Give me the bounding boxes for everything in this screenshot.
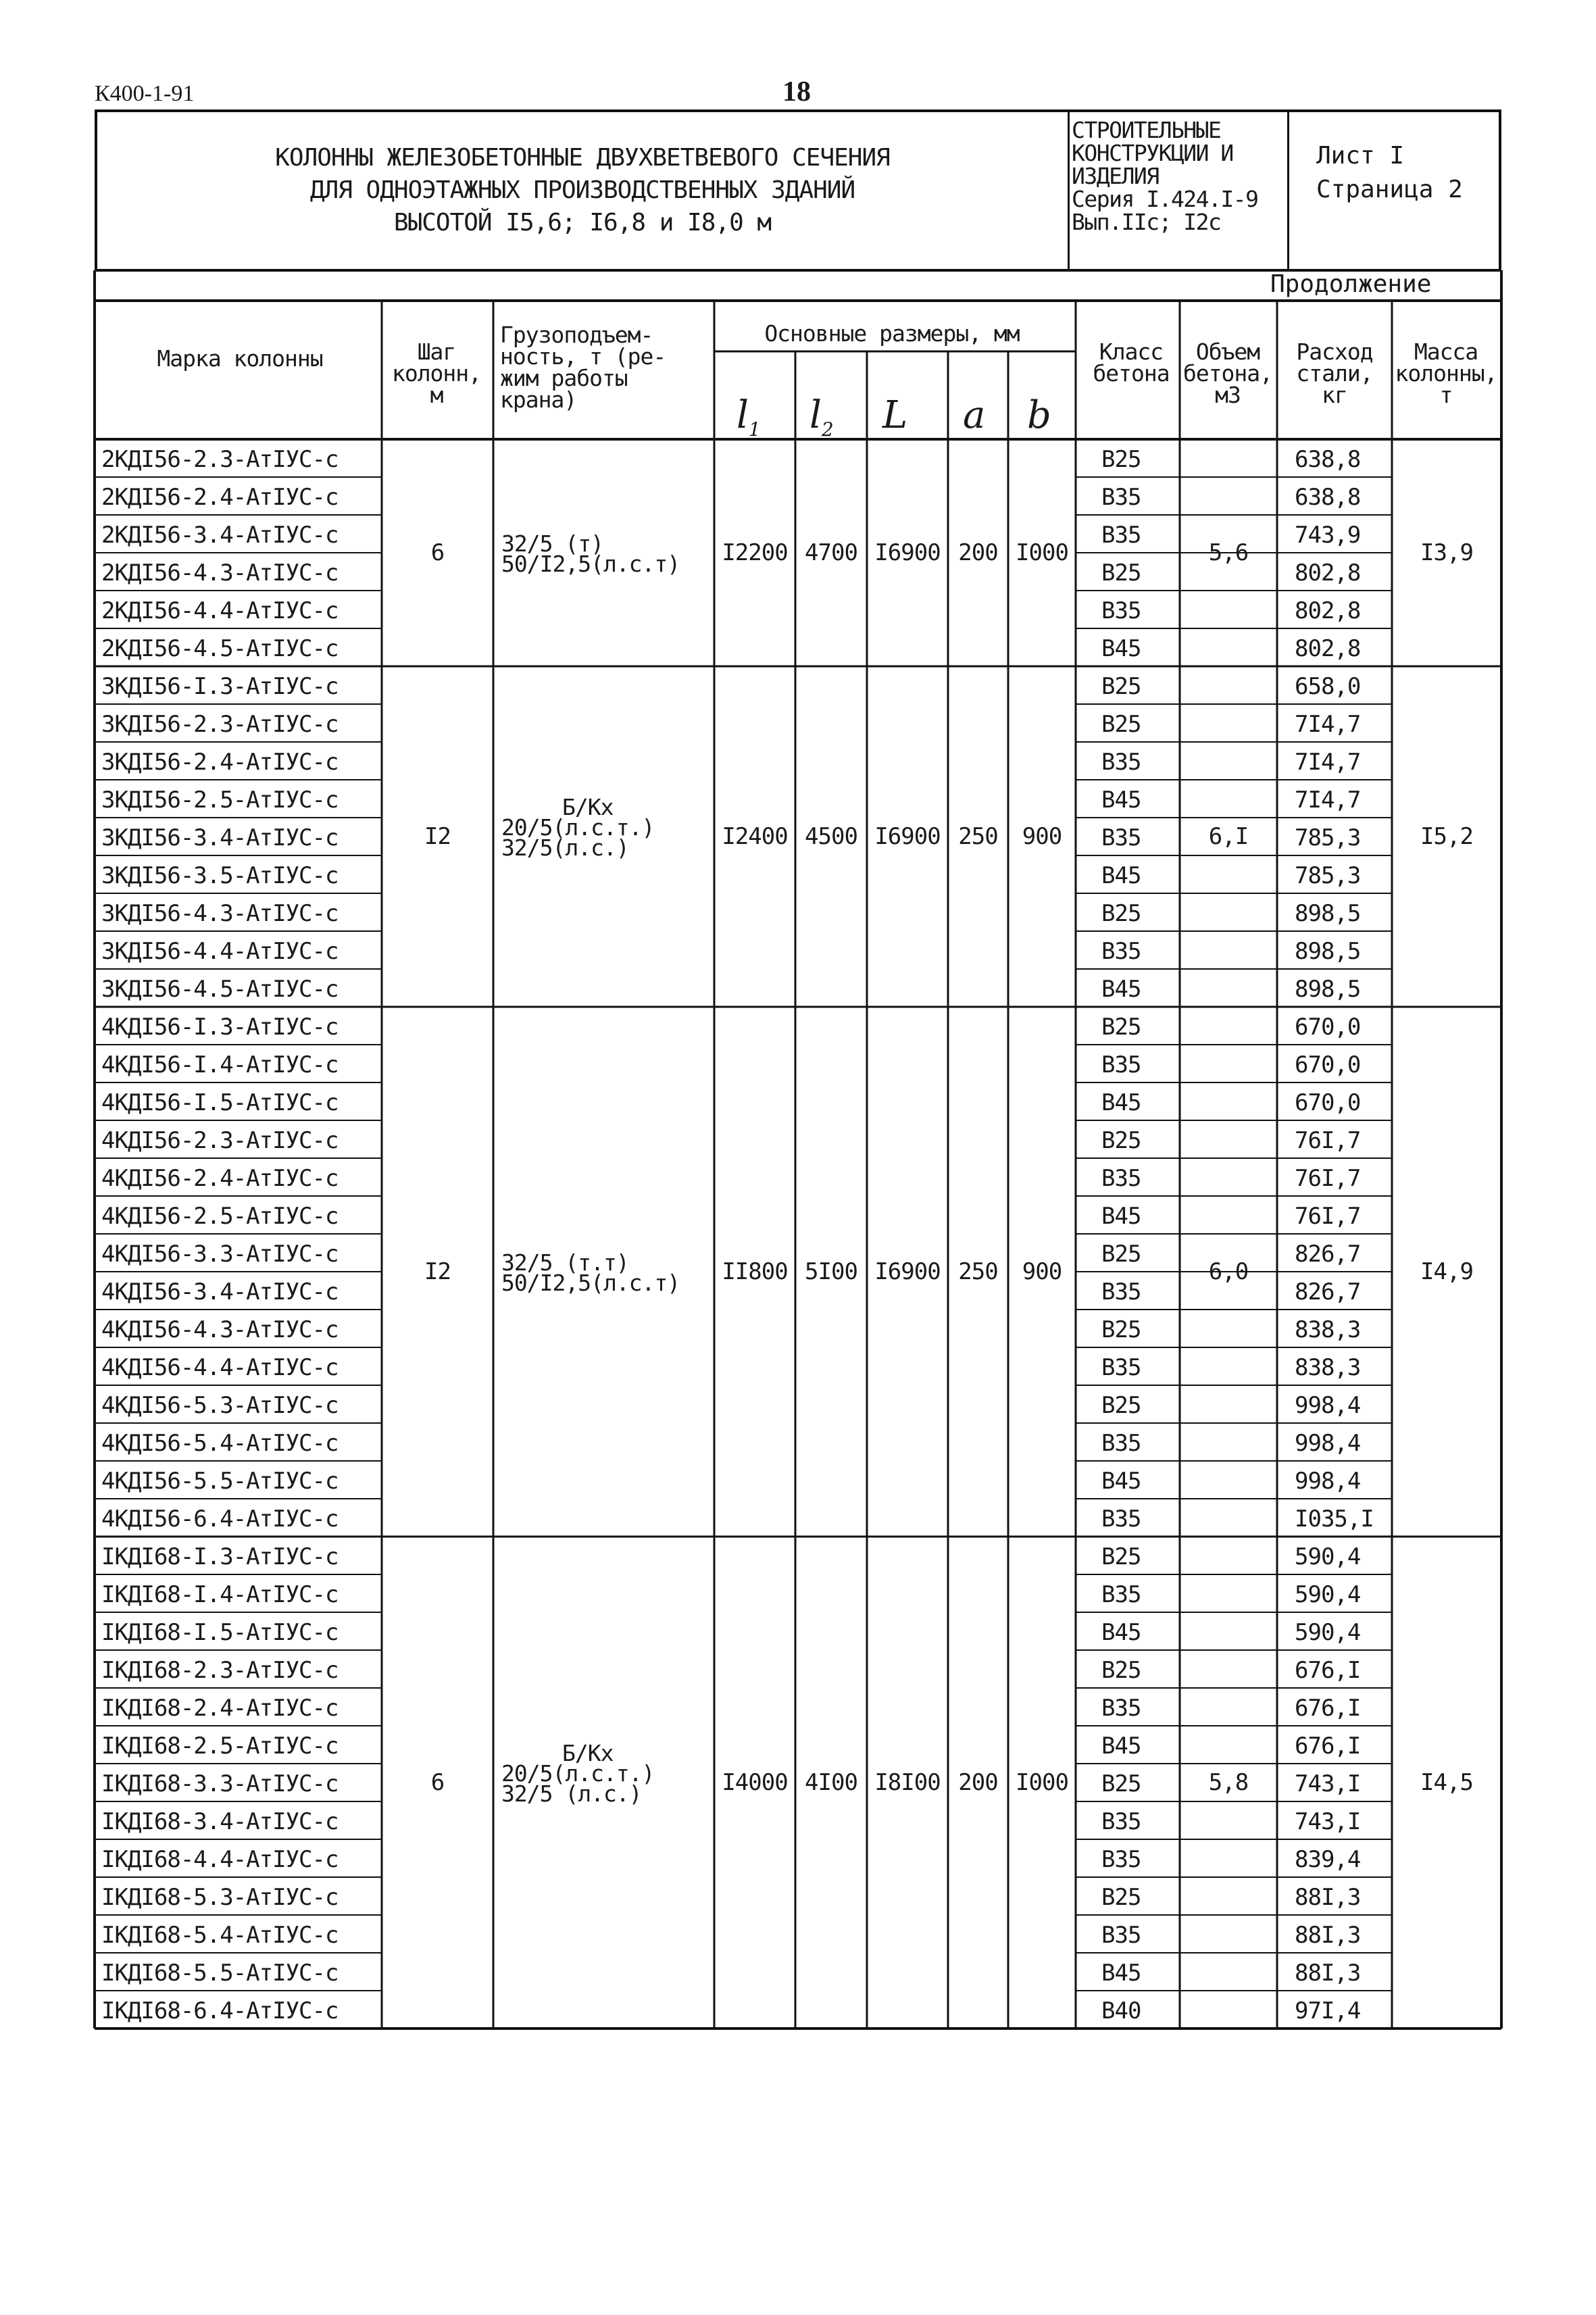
column-mass-cell: I3,9 <box>1420 539 1473 566</box>
column-mark-cell: IКДI68-2.4-АтIУС-с <box>101 1695 339 1722</box>
column-mark-cell: 2КДI56-4.4-АтIУС-с <box>101 597 339 624</box>
concrete-class-cell: B40 <box>1101 1997 1141 2024</box>
steel-consumption-cell: 638,8 <box>1295 484 1361 511</box>
concrete-class-cell: B25 <box>1101 446 1141 473</box>
steel-consumption-cell: 7I4,7 <box>1295 711 1361 738</box>
concrete-class-cell: B35 <box>1101 1695 1141 1722</box>
dim-a-cell: 200 <box>958 1769 998 1796</box>
concrete-class-cell: B45 <box>1101 1733 1141 1760</box>
concrete-class-cell: B25 <box>1101 673 1141 700</box>
column-mark-cell: 2КДI56-2.4-АтIУС-с <box>101 484 339 511</box>
column-mark-cell: 4КДI56-2.3-АтIУС-с <box>101 1127 339 1154</box>
concrete-class-cell: B25 <box>1101 1127 1141 1154</box>
concrete-class-cell: B25 <box>1101 559 1141 587</box>
dim-l2-cell: 4500 <box>805 823 857 850</box>
concrete-class-cell: B45 <box>1101 976 1141 1003</box>
document-code: К400-1-91 <box>95 81 195 106</box>
column-mark-cell: IКДI68-3.4-АтIУС-с <box>101 1808 339 1835</box>
concrete-class-cell: B45 <box>1101 787 1141 814</box>
steel-consumption-cell: 785,3 <box>1295 862 1361 889</box>
concrete-class-cell: B45 <box>1101 1960 1141 1987</box>
header-dimensions: Основные размеры, мм <box>764 320 1020 347</box>
column-mark-cell: 3КДI56-4.3-АтIУС-с <box>101 900 339 927</box>
concrete-class-cell: B25 <box>1101 1884 1141 1911</box>
column-mark-cell: 3КДI56-2.5-АтIУС-с <box>101 787 339 814</box>
crane-capacity-line: 50/I2,5(л.с.т) <box>501 1270 680 1296</box>
step-cell: I2 <box>424 1258 451 1285</box>
column-mark-cell: 4КДI56-I.4-АтIУС-с <box>101 1051 339 1078</box>
steel-consumption-cell: 743,I <box>1295 1808 1361 1835</box>
dim-l1-cell: I4000 <box>722 1769 788 1796</box>
column-mark-cell: IКДI68-6.4-АтIУС-с <box>101 1997 339 2024</box>
concrete-class-cell: B35 <box>1101 1278 1141 1305</box>
concrete-class-cell: B35 <box>1101 597 1141 624</box>
concrete-class-cell: B45 <box>1101 1089 1141 1116</box>
column-mark-cell: 4КДI56-4.3-АтIУС-с <box>101 1316 339 1343</box>
symbol-L: L <box>882 393 908 437</box>
concrete-class-cell: B45 <box>1101 1468 1141 1495</box>
column-mark-cell: IКДI68-2.5-АтIУС-с <box>101 1733 339 1760</box>
concrete-class-cell: B25 <box>1101 1241 1141 1268</box>
concrete-class-cell: B35 <box>1101 749 1141 776</box>
steel-consumption-cell: 743,9 <box>1295 522 1361 549</box>
concrete-class-cell: B35 <box>1101 484 1141 511</box>
dim-L-cell: I6900 <box>874 823 941 850</box>
column-mark-cell: 3КДI56-4.4-АтIУС-с <box>101 938 339 965</box>
column-mark-cell: 3КДI56-3.4-АтIУС-с <box>101 824 339 851</box>
steel-consumption-cell: 590,4 <box>1295 1619 1361 1646</box>
concrete-class-cell: B35 <box>1101 938 1141 965</box>
concrete-class-cell: B35 <box>1101 1922 1141 1949</box>
continuation-label: Продолжение <box>1270 270 1432 298</box>
header-crane: Грузоподъем- ность, т (ре- жим работы крана) <box>500 322 666 413</box>
concrete-class-cell: B25 <box>1101 1014 1141 1041</box>
steel-consumption-cell: 670,0 <box>1295 1014 1361 1041</box>
crane-capacity-line: 32/5 (т.т) <box>501 1249 629 1276</box>
crane-capacity-line: 20/5(л.с.т.) <box>501 814 655 841</box>
column-mark-cell: IКДI68-5.5-АтIУС-с <box>101 1960 339 1987</box>
page-label: Страница 2 <box>1316 176 1463 203</box>
steel-consumption-cell: 676,I <box>1295 1657 1361 1684</box>
column-mark-cell: 2КДI56-3.4-АтIУС-с <box>101 522 339 549</box>
steel-consumption-cell: I035,I <box>1295 1505 1374 1533</box>
column-mark-cell: 4КДI56-5.5-АтIУС-с <box>101 1468 339 1495</box>
steel-consumption-cell: 998,4 <box>1295 1468 1361 1495</box>
concrete-class-cell: B35 <box>1101 1051 1141 1078</box>
steel-consumption-cell: 998,4 <box>1295 1430 1361 1457</box>
symbol-l1 <box>737 393 761 441</box>
header-mark: Марка колонны <box>157 345 323 372</box>
concrete-class-cell: B35 <box>1101 1846 1141 1873</box>
crane-capacity-line: 32/5(л.с.) <box>501 835 629 861</box>
dim-l2-cell: 4I00 <box>805 1769 857 1796</box>
steel-consumption-cell: 590,4 <box>1295 1543 1361 1570</box>
column-mark-cell: IКДI68-5.3-АтIУС-с <box>101 1884 339 1911</box>
crane-capacity-cell <box>501 794 655 861</box>
column-mark-cell: IКДI68-3.3-АтIУС-с <box>101 1770 339 1797</box>
steel-consumption-cell: 88I,3 <box>1295 1960 1361 1987</box>
sheet-number: Лист I <box>1316 142 1405 170</box>
header-concrete-class: Класс бетона <box>1093 339 1170 387</box>
steel-consumption-cell: 898,5 <box>1295 900 1361 927</box>
crane-capacity-cell <box>501 1233 680 1296</box>
column-mark-cell: 4КДI56-I.3-АтIУС-с <box>101 1014 339 1041</box>
symbol-l2 <box>809 393 834 441</box>
steel-consumption-cell: 838,3 <box>1295 1316 1361 1343</box>
concrete-class-cell: B25 <box>1101 1392 1141 1419</box>
concrete-class-cell: B25 <box>1101 711 1141 738</box>
concrete-class-cell: B45 <box>1101 635 1141 662</box>
symbol-l2-letter: l <box>809 393 822 437</box>
steel-consumption-cell: 7I4,7 <box>1295 749 1361 776</box>
steel-consumption-cell: 658,0 <box>1295 673 1361 700</box>
step-cell: 6 <box>430 1769 445 1796</box>
concrete-class-cell: B35 <box>1101 1430 1141 1457</box>
step-cell: I2 <box>424 823 451 850</box>
concrete-volume-cell: 6,0 <box>1208 1258 1249 1285</box>
column-mark-cell: 4КДI56-6.4-АтIУС-с <box>101 1505 339 1533</box>
steel-consumption-cell: 97I,4 <box>1295 1997 1361 2024</box>
steel-consumption-cell: 785,3 <box>1295 824 1361 851</box>
steel-consumption-cell: 88I,3 <box>1295 1922 1361 1949</box>
column-mark-cell: 3КДI56-4.5-АтIУС-с <box>101 976 339 1003</box>
column-mark-cell: 3КДI56-2.3-АтIУС-с <box>101 711 339 738</box>
steel-consumption-cell: 839,4 <box>1295 1846 1361 1873</box>
concrete-class-cell: B35 <box>1101 522 1141 549</box>
dim-b-cell: 900 <box>1022 823 1062 850</box>
steel-consumption-cell: 88I,3 <box>1295 1884 1361 1911</box>
title-line-3: ВЫСОТОЙ I5,6; I6,8 и I8,0 м <box>393 209 772 237</box>
dim-l1-cell: II800 <box>722 1258 788 1285</box>
steel-consumption-cell: 670,0 <box>1295 1051 1361 1078</box>
column-mark-cell: 4КДI56-5.4-АтIУС-с <box>101 1430 339 1457</box>
concrete-class-cell: B25 <box>1101 1316 1141 1343</box>
dim-a-cell: 250 <box>958 1258 998 1285</box>
steel-consumption-cell: 743,I <box>1295 1770 1361 1797</box>
title-line-2: ДЛЯ ОДНОЭТАЖНЫХ ПРОИЗВОДСТВЕННЫХ ЗДАНИЙ <box>309 176 855 204</box>
crane-capacity-line: 20/5(л.с.т.) <box>501 1760 655 1787</box>
column-mark-cell: 3КДI56-2.4-АтIУС-с <box>101 749 339 776</box>
steel-consumption-cell: 898,5 <box>1295 938 1361 965</box>
column-mark-cell: 4КДI56-3.4-АтIУС-с <box>101 1278 339 1305</box>
concrete-class-cell: B25 <box>1101 1770 1141 1797</box>
column-mark-cell: 4КДI56-4.4-АтIУС-с <box>101 1354 339 1381</box>
crane-capacity-cell <box>501 514 680 577</box>
concrete-class-cell: B35 <box>1101 1808 1141 1835</box>
concrete-class-cell: B35 <box>1101 1165 1141 1192</box>
steel-consumption-cell: 7I4,7 <box>1295 787 1361 814</box>
symbol-l1-sub: 1 <box>748 418 761 441</box>
page-number: 18 <box>782 76 811 107</box>
steel-consumption-cell: 76I,7 <box>1295 1165 1361 1192</box>
steel-consumption-cell: 638,8 <box>1295 446 1361 473</box>
column-mark-cell: IКДI68-5.4-АтIУС-с <box>101 1922 339 1949</box>
dim-L-cell: I6900 <box>874 1258 941 1285</box>
header-step: Шаг колонн, м <box>391 339 482 408</box>
series-line-3: ИЗДЕЛИЯ <box>1072 163 1159 189</box>
dim-a-cell: 200 <box>958 539 998 566</box>
crane-capacity-line: 32/5 (л.с.) <box>501 1781 642 1807</box>
concrete-class-cell: B35 <box>1101 1581 1141 1608</box>
column-mark-cell: 3КДI56-I.3-АтIУС-с <box>101 673 339 700</box>
crane-capacity-cell <box>501 1740 655 1807</box>
column-mark-cell: 2КДI56-4.3-АтIУС-с <box>101 559 339 587</box>
column-mark-cell: 4КДI56-2.4-АтIУС-с <box>101 1165 339 1192</box>
column-mark-cell: IКДI68-I.5-АтIУС-с <box>101 1619 339 1646</box>
steel-consumption-cell: 802,8 <box>1295 597 1361 624</box>
concrete-class-cell: B35 <box>1101 1505 1141 1533</box>
concrete-class-cell: B45 <box>1101 862 1141 889</box>
crane-capacity-line: Б/Кх <box>562 794 614 820</box>
symbol-l2-sub: 2 <box>821 418 834 441</box>
column-mass-cell: I4,9 <box>1420 1258 1473 1285</box>
crane-capacity-line: 50/I2,5(л.с.т) <box>501 551 680 577</box>
column-mark-cell: 4КДI56-2.5-АтIУС-с <box>101 1203 339 1230</box>
steel-consumption-cell: 802,8 <box>1295 635 1361 662</box>
title-line-1: КОЛОННЫ ЖЕЛЕЗОБЕТОННЫЕ ДВУХВЕТВЕВОГО СЕЧЕНИЯ <box>275 144 890 172</box>
series-line-4: Серия I.424.I-9 <box>1072 186 1258 212</box>
concrete-class-cell: B45 <box>1101 1619 1141 1646</box>
series-line-1: СТРОИТЕЛЬНЫЕ <box>1072 117 1221 143</box>
dim-l1-cell: I2200 <box>722 539 788 566</box>
concrete-class-cell: B25 <box>1101 1543 1141 1570</box>
column-mark-cell: IКДI68-I.4-АтIУС-с <box>101 1581 339 1608</box>
header-mass: Масса колонны, т <box>1395 339 1497 408</box>
steel-consumption-cell: 676,I <box>1295 1733 1361 1760</box>
dim-b-cell: I000 <box>1016 539 1068 566</box>
step-cell: 6 <box>430 539 445 566</box>
series-line-5: Вып.IIc; I2c <box>1072 209 1221 235</box>
symbol-b: b <box>1027 393 1051 437</box>
concrete-class-cell: B45 <box>1101 1203 1141 1230</box>
symbol-l1-letter: l <box>737 393 749 437</box>
column-mark-cell: 4КДI56-I.5-АтIУС-с <box>101 1089 339 1116</box>
column-mark-cell: IКДI68-2.3-АтIУС-с <box>101 1657 339 1684</box>
dim-a-cell: 250 <box>958 823 998 850</box>
concrete-class-cell: B25 <box>1101 1657 1141 1684</box>
dim-l1-cell: I2400 <box>722 823 788 850</box>
steel-consumption-cell: 676,I <box>1295 1695 1361 1722</box>
column-mark-cell: 4КДI56-3.3-АтIУС-с <box>101 1241 339 1268</box>
steel-consumption-cell: 670,0 <box>1295 1089 1361 1116</box>
column-mark-cell: 3КДI56-3.5-АтIУС-с <box>101 862 339 889</box>
steel-consumption-cell: 76I,7 <box>1295 1203 1361 1230</box>
column-mark-cell: 2КДI56-2.3-АтIУС-с <box>101 446 339 473</box>
concrete-volume-cell: 6,I <box>1208 823 1249 850</box>
concrete-class-cell: B35 <box>1101 824 1141 851</box>
steel-consumption-cell: 826,7 <box>1295 1278 1361 1305</box>
steel-consumption-cell: 802,8 <box>1295 559 1361 587</box>
dim-l2-cell: 5I00 <box>805 1258 857 1285</box>
concrete-class-cell: B25 <box>1101 900 1141 927</box>
dim-L-cell: I8I00 <box>874 1769 941 1796</box>
steel-consumption-cell: 998,4 <box>1295 1392 1361 1419</box>
steel-consumption-cell: 76I,7 <box>1295 1127 1361 1154</box>
steel-consumption-cell: 590,4 <box>1295 1581 1361 1608</box>
dim-L-cell: I6900 <box>874 539 941 566</box>
concrete-class-cell: B35 <box>1101 1354 1141 1381</box>
steel-consumption-cell: 898,5 <box>1295 976 1361 1003</box>
dim-b-cell: 900 <box>1022 1258 1062 1285</box>
crane-capacity-line: Б/Кх <box>562 1740 614 1766</box>
steel-consumption-cell: 838,3 <box>1295 1354 1361 1381</box>
dim-b-cell: I000 <box>1016 1769 1068 1796</box>
column-mark-cell: IКДI68-I.3-АтIУС-с <box>101 1543 339 1570</box>
column-mass-cell: I4,5 <box>1420 1769 1473 1796</box>
header-steel: Расход стали, кг <box>1296 339 1373 408</box>
header-concrete-volume: Объем бетона, м3 <box>1182 339 1273 408</box>
crane-capacity-line: 32/5 (т) <box>501 530 603 557</box>
column-mass-cell: I5,2 <box>1420 823 1473 850</box>
column-mark-cell: 4КДI56-5.3-АтIУС-с <box>101 1392 339 1419</box>
symbol-a: a <box>963 393 986 437</box>
steel-consumption-cell: 826,7 <box>1295 1241 1361 1268</box>
dim-l2-cell: 4700 <box>805 539 857 566</box>
series-line-2: КОНСТРУКЦИИ И <box>1072 140 1233 166</box>
column-mark-cell: IКДI68-4.4-АтIУС-с <box>101 1846 339 1873</box>
concrete-volume-cell: 5,8 <box>1208 1769 1249 1796</box>
column-mark-cell: 2КДI56-4.5-АтIУС-с <box>101 635 339 662</box>
concrete-volume-cell: 5,6 <box>1208 539 1249 566</box>
